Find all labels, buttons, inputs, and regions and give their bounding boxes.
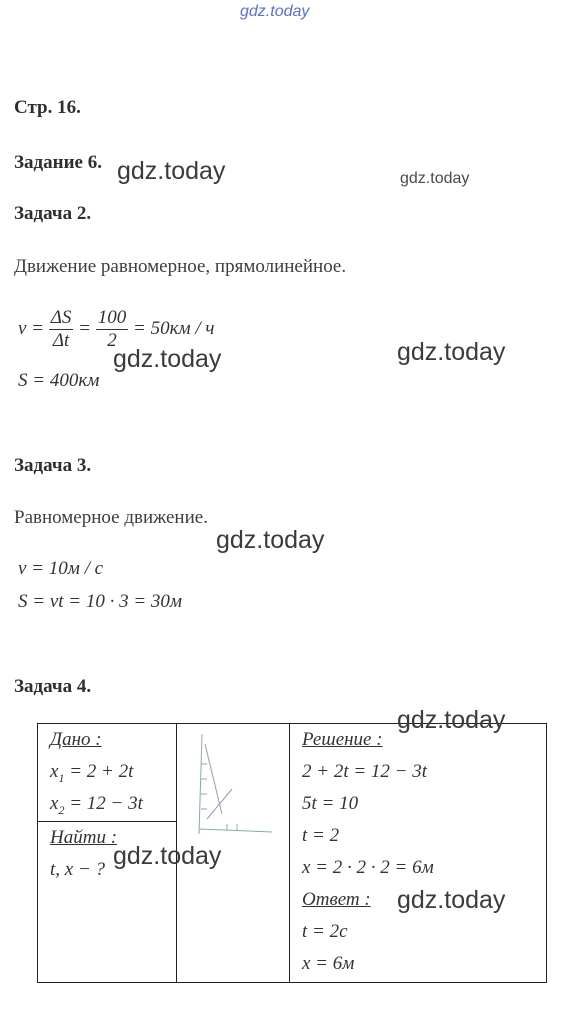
solution-step-1: 2 + 2t = 12 − 3t [302,761,428,782]
watermark: gdz.today [397,886,506,914]
watermark: gdz.today [216,526,325,554]
task2-distance: S = 400км [18,370,100,391]
x1-rhs: = 2 + 2t [64,761,134,782]
equals: = [78,317,91,339]
x2-rhs: = 12 − 3t [64,793,143,814]
task3-distance: S = vt = 10 · 3 = 30м [18,591,183,612]
solution-step-3: t = 2 [302,825,340,846]
task3-velocity: v = 10м / с [18,558,104,579]
x1-equation [38,756,176,788]
task2-title: Задача 2. [14,203,92,224]
x2-var: x [50,793,59,814]
watermark: gdz.today [113,345,222,373]
x2-equation [38,788,176,820]
velocity-lhs: v = [18,317,45,339]
page-number: Стр. 16. [14,97,81,118]
answer-label: Ответ : [302,889,371,910]
solution-label: Решение : [302,729,383,750]
header-watermark: gdz.today [240,3,310,20]
watermark: gdz.today [117,157,226,185]
denominator: 2 [96,329,129,352]
find-label: Найти : [50,827,118,848]
given-label: Дано : [50,729,102,750]
given-label-line [38,724,176,756]
given-cell [38,724,177,822]
task2-text: Движение равномерное, прямолинейное. [14,256,347,277]
assignment-title: Задание 6. [14,152,102,173]
watermark: gdz.today [400,170,470,187]
watermark: gdz.today [397,338,506,366]
x1-var: x [50,761,59,782]
answer-time: t = 2с [302,921,348,942]
x1-sub: 1 [58,770,65,785]
find-unknowns: t, x − ? [50,859,106,880]
numerator: ΔS [50,307,72,328]
denominator: Δt [49,329,74,352]
task4-title: Задача 4. [14,676,92,697]
watermark: gdz.today [113,842,222,870]
fraction-dS-dt [49,307,74,352]
task3-title: Задача 3. [14,455,92,476]
watermark: gdz.today [397,706,506,734]
numerator: 100 [97,307,127,328]
solution-step-2: 5t = 10 [302,793,359,814]
task3-text: Равномерное движение. [14,507,208,528]
solution-cell [290,724,547,983]
graph-sketch [177,724,289,844]
solution-step-4: x = 2 · 2 · 2 = 6м [302,857,434,878]
velocity-result: = 50км / ч [133,317,215,339]
answer-position: x = 6м [302,953,355,974]
x2-sub: 2 [58,802,65,817]
